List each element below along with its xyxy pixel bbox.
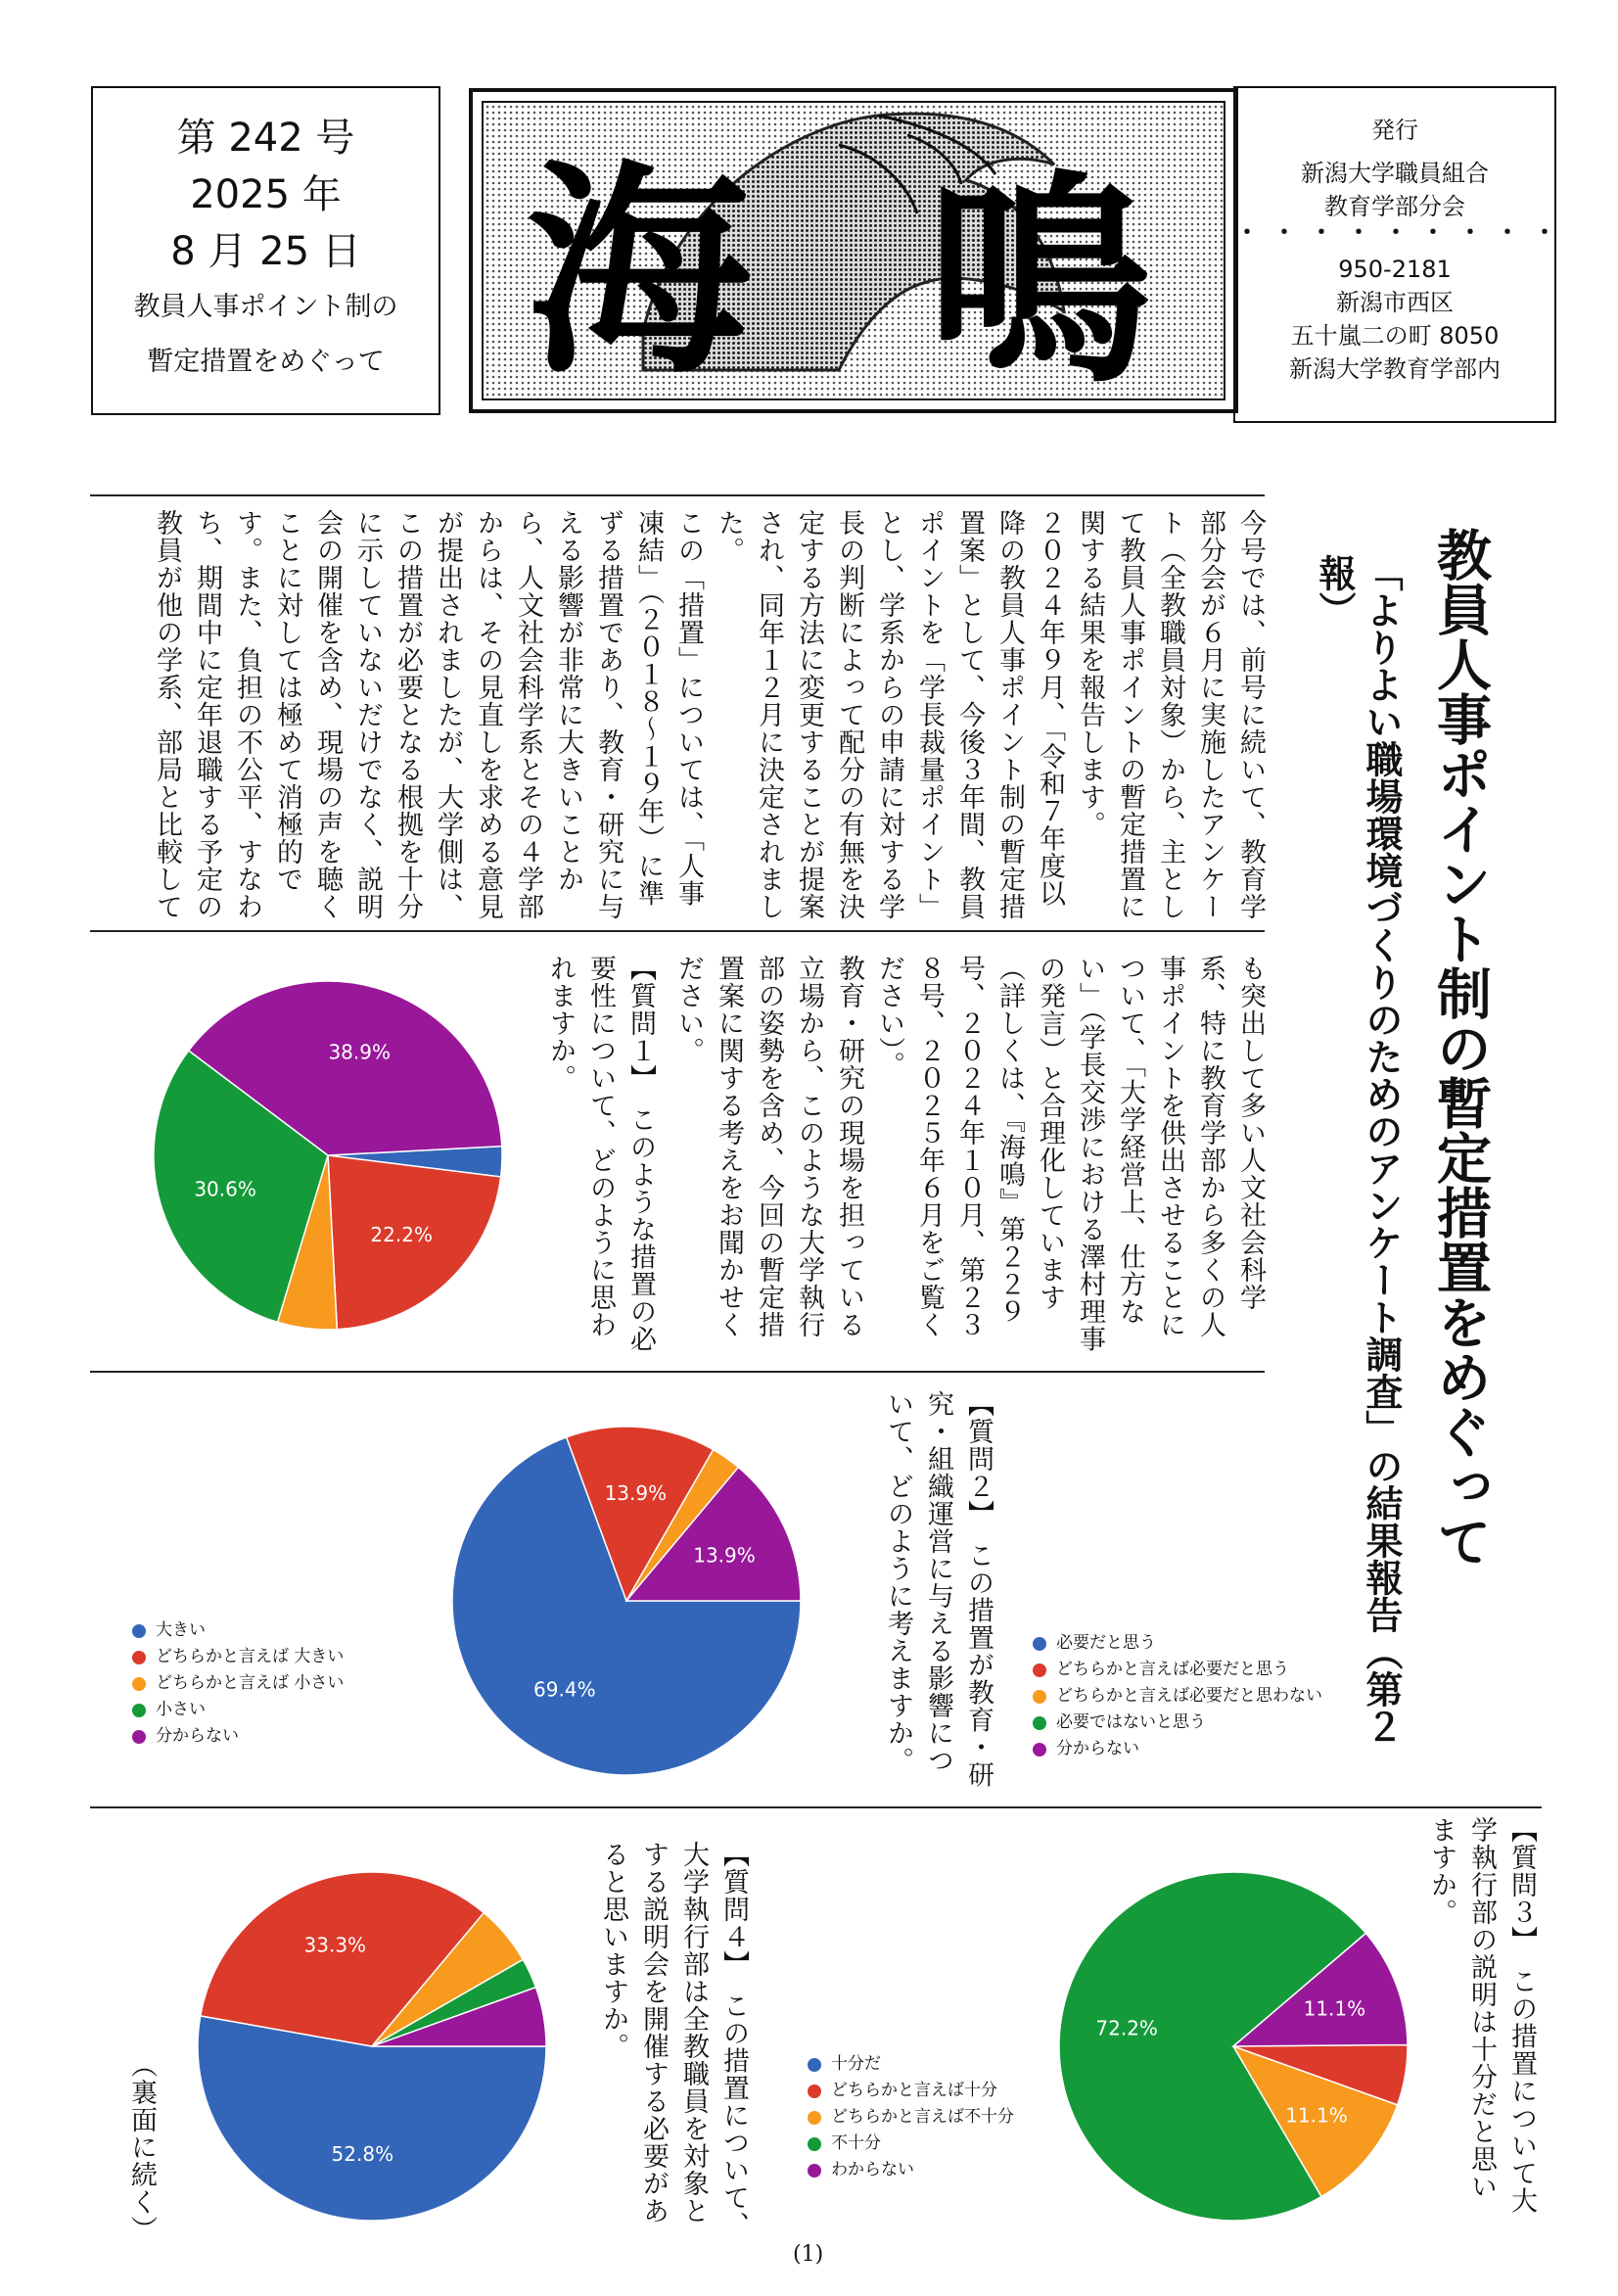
legend-swatch [132, 1677, 146, 1691]
pie-label-q4-1: 33.3% [303, 1933, 367, 1957]
chart-q3-pie [1052, 1865, 1414, 2227]
legend-item [1033, 1683, 1322, 1710]
publisher-addr3: 新潟大学教育学部内 [1289, 355, 1501, 383]
pie-label-q4-0: 52.8% [331, 2141, 394, 2166]
legend-label: 必要だと思う [1056, 1633, 1156, 1653]
legend-q2 [132, 1617, 344, 1750]
publisher-box [1233, 86, 1570, 423]
rule-top [90, 494, 1265, 496]
chart-q1-pie [147, 974, 509, 1336]
rule-mid2 [90, 1371, 1265, 1373]
publisher-org1: 新潟大学職員組合 [1301, 160, 1489, 187]
rule-bottom [90, 1806, 1542, 1808]
legend-label: わからない [831, 2160, 914, 2179]
paragraph-intro: 今号では、前号に続いて、教育学部分会が６月に実施したアンケート（全教職員対象）から、主として教員人事ポイントの暫定措置に関する結果を報告します。 [1075, 509, 1266, 920]
legend-swatch [808, 2085, 821, 2098]
legend-label: 必要ではないと思う [1056, 1712, 1206, 1732]
legend-label: 分からない [1056, 1739, 1139, 1758]
logo-char-mei: 鳴 [927, 150, 1153, 414]
publisher-zip: 950-2181 [1338, 256, 1452, 283]
chart-q4-pie [191, 1865, 553, 2227]
legend-label: どちらかと言えば不十分 [831, 2107, 1014, 2127]
legend-q1 [1033, 1630, 1322, 1762]
paragraph-proposal: ２０２４年９月、「令和７年度以降の教員人事ポイント制の暫定措置案」として、今後３年間、教員ポイントを「学長裁量ポイント」とし、学系からの申請に対する学長の判断によって配分の有無を決定する方法に変更することが提案され、同年１２月に決定されました。 [714, 509, 1065, 920]
pie-label-q3-3: 72.2% [1095, 2016, 1158, 2040]
logo-char-umi: 海 [526, 140, 752, 404]
legend-swatch [808, 2164, 821, 2178]
legend-item [808, 2078, 1014, 2104]
legend-swatch [1033, 1690, 1046, 1704]
paragraph-request: 教育・研究の現場を担っている立場から、このような大学執行部の姿勢を含め、今回の暫定措置案に関する考えをお聞かせください。 [673, 955, 864, 1338]
legend-swatch [132, 1730, 146, 1744]
legend-label: 小さい [156, 1700, 206, 1719]
publisher-org2: 教育学部分会 [1324, 193, 1465, 220]
question-2: 【質問２】 この措置が教育・研究・組織運営に与える影響について、どのように考えますか。 [883, 1390, 994, 1789]
legend-item [808, 2157, 1014, 2183]
chart-q2-pie [445, 1420, 808, 1782]
legend-item [1033, 1630, 1322, 1657]
newsletter-logo [467, 86, 1240, 415]
legend-swatch [1033, 1663, 1046, 1677]
pie-label-q3-2: 11.1% [1285, 2103, 1348, 2128]
legend-label: 十分だ [831, 2054, 881, 2074]
legend-swatch [1033, 1637, 1046, 1651]
continued-note: （裏面に続く） [126, 2051, 157, 2243]
publisher-addr1: 新潟市西区 [1336, 289, 1454, 316]
article-body-middle [673, 955, 1271, 1361]
legend-swatch [1033, 1743, 1046, 1757]
legend-item [808, 2104, 1014, 2131]
legend-item [1033, 1657, 1322, 1683]
article-body-upper [152, 509, 1271, 925]
publisher-divider: ・・・・・・・・・ [1235, 218, 1570, 246]
issue-number: 第 242 号 [176, 116, 355, 161]
legend-label: どちらかと言えば十分 [831, 2081, 997, 2100]
paragraph-burden: も突出して多い人文社会科学系、特に教育学部から多くの人事ポイントを供出させることについて、「大学経営上、仕方ない」（学長交渉における澤村理事の発言）と合理化しています（詳しくは、『海鳴』第２２９号、２０２４年１０月、第２３８号、２０２５年６月をご覧ください）。 [874, 955, 1266, 1353]
legend-label: どちらかと言えば 小さい [156, 1673, 345, 1693]
pie-label-q1-4: 38.9% [328, 1040, 392, 1064]
legend-label: どちらかと言えば 大きい [156, 1647, 345, 1666]
question-3: 【質問３】 この措置について大学執行部の説明は十分だと思いますか。 [1426, 1816, 1537, 2215]
legend-swatch [808, 2058, 821, 2072]
article-title: 教員人事ポイント制の暫定措置をめぐって [1428, 527, 1492, 1569]
publisher-label: 発行 [1371, 117, 1418, 144]
legend-swatch [132, 1624, 146, 1638]
pie-label-q1-3: 30.6% [194, 1177, 256, 1201]
legend-swatch [1033, 1716, 1046, 1730]
legend-label: 大きい [156, 1620, 206, 1640]
paragraph-measure: この「措置」については、「人事凍結」（２０１８〜１９年）に準ずる措置であり、教育・研究に与える影響が非常に大きいことから、人文社会科学系とその４学部からは、その見直しを求める意見が提出されましたが、大学側は、この措置が必要となる根拠を十分に示していないだけでなく、説明会の開催を含め、現場の声を聴くことに対しては極めて消極的です。また、負担の不公平、すなわち、期間中に定年退職する予定の教員が他の学系、部局と比較して [152, 509, 704, 920]
question-4: 【質問４】 この措置について、大学執行部は全教職員を対象とする説明会を開催する必要があると思いますか。 [598, 1841, 749, 2239]
issue-info-box [91, 86, 440, 415]
legend-swatch [808, 2137, 821, 2151]
legend-label: どちらかと言えば必要だと思わない [1056, 1686, 1322, 1706]
legend-item [808, 2051, 1014, 2078]
legend-item [132, 1723, 344, 1750]
legend-label: 不十分 [831, 2133, 881, 2153]
legend-item [1033, 1736, 1322, 1762]
legend-swatch [132, 1704, 146, 1717]
legend-label: 分からない [156, 1726, 239, 1746]
legend-swatch [808, 2111, 821, 2125]
pie-label-q1-1: 22.2% [370, 1222, 433, 1246]
pie-label-q2-1: 13.9% [604, 1481, 668, 1506]
legend-item [808, 2131, 1014, 2157]
issue-topic-line1: 教員人事ポイント制の [133, 292, 398, 322]
legend-item [132, 1697, 344, 1723]
legend-swatch [132, 1651, 146, 1664]
publisher-addr2: 五十嵐二の町 8050 [1290, 322, 1500, 350]
issue-topic-line2: 暫定措置をめぐって [147, 347, 385, 377]
pie-label-q2-4: 13.9% [693, 1543, 756, 1568]
issue-year: 2025 年 [190, 172, 342, 217]
rule-mid1 [90, 930, 1265, 932]
article-subtitle: 「よりよい職場環境づくりのためのアンケート調査」の結果報告（第２報） [1313, 554, 1404, 1745]
pie-label-q3-4: 11.1% [1303, 1996, 1366, 2021]
legend-item [132, 1644, 344, 1670]
pie-label-q2-0: 69.4% [533, 1677, 596, 1702]
legend-item [132, 1617, 344, 1644]
legend-q3 [808, 2051, 1014, 2183]
legend-label: どちらかと言えば必要だと思う [1056, 1660, 1289, 1679]
question-1: 【質問１】 このような措置の必要性について、どのように思われますか。 [545, 955, 656, 1353]
legend-item [1033, 1710, 1322, 1736]
legend-item [132, 1670, 344, 1697]
page-number: (1) [793, 2242, 824, 2267]
issue-date: 8 月 25 日 [170, 229, 361, 274]
